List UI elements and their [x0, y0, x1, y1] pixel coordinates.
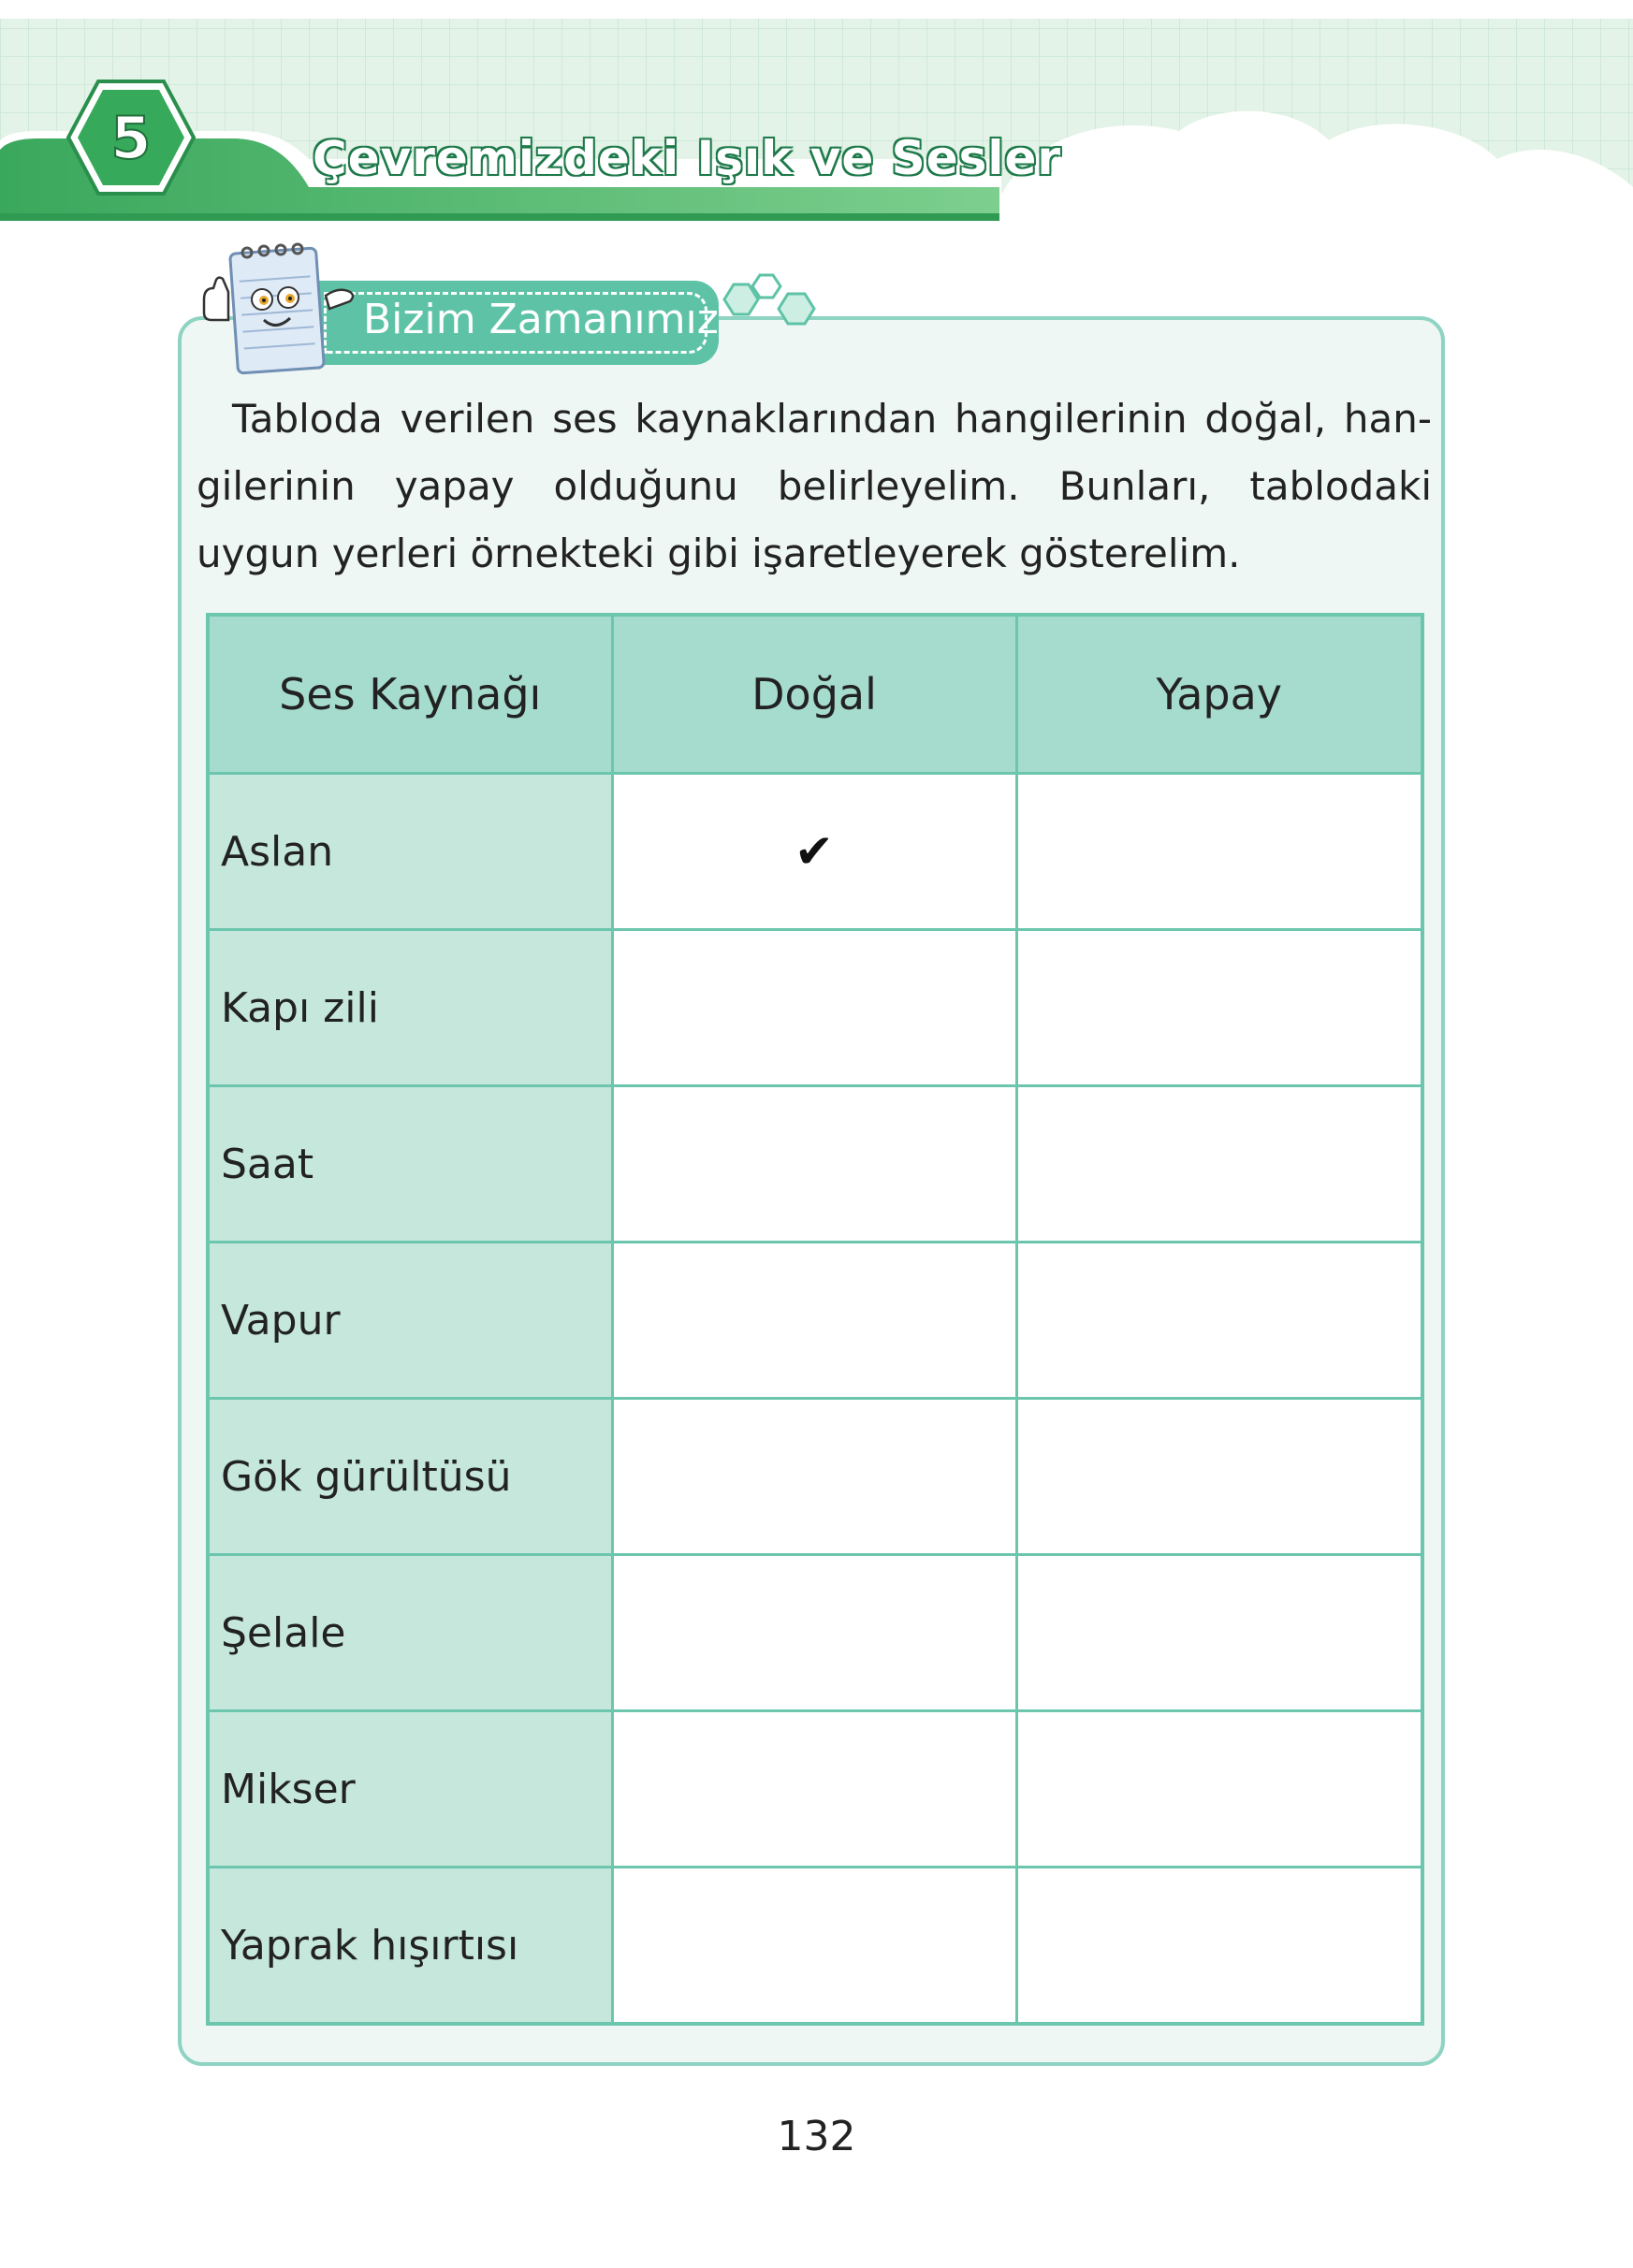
instructions-text: Tabloda verilen ses kaynaklarından hangilerinin doğal, han-gilerinin yapay olduğunu belirleyelim. Bunları, tablodaki uygun yerleri örnekteki gibi işaretleyerek gösterelim.: [197, 396, 1432, 576]
header-sound-source: Ses Kaynağı: [208, 615, 612, 774]
natural-check-cell[interactable]: [612, 1555, 1016, 1711]
header-divider: [0, 221, 1633, 223]
chapter-header: [0, 0, 1633, 221]
table-row: [208, 774, 1422, 930]
artificial-check-cell[interactable]: [1016, 1868, 1422, 2025]
source-cell: Kapı zili: [208, 930, 612, 1086]
source-cell: Gök gürültüsü: [208, 1399, 612, 1555]
source-cell: Yaprak hışırtısı: [208, 1868, 612, 2025]
table-row: [208, 1086, 1422, 1243]
artificial-check-cell[interactable]: [1016, 930, 1422, 1086]
table-row: [208, 1399, 1422, 1555]
section-title: Bizim Zamanımız: [363, 296, 719, 343]
header-natural: Doğal: [612, 615, 1016, 774]
artificial-check-cell[interactable]: [1016, 1086, 1422, 1243]
source-cell: Vapur: [208, 1243, 612, 1399]
artificial-check-cell[interactable]: [1016, 1399, 1422, 1555]
table-row: [208, 1711, 1422, 1868]
natural-check-cell[interactable]: [612, 1868, 1016, 2025]
source-cell: Aslan: [208, 774, 612, 930]
natural-check-cell[interactable]: ✔: [612, 774, 1016, 930]
source-cell: Mikser: [208, 1711, 612, 1868]
table-row: [208, 1555, 1422, 1711]
header-background: [0, 0, 1633, 221]
hexagon-decoration-icon: [711, 271, 833, 346]
source-cell: Şelale: [208, 1555, 612, 1711]
artificial-check-cell[interactable]: [1016, 774, 1422, 930]
chapter-number: 5: [110, 103, 152, 172]
table-row: [208, 1868, 1422, 2025]
natural-check-cell[interactable]: [612, 1711, 1016, 1868]
table-header-row: [208, 615, 1422, 774]
natural-check-cell[interactable]: [612, 1086, 1016, 1243]
artificial-check-cell[interactable]: [1016, 1711, 1422, 1868]
chapter-title: Çevremizdeki Işık ve Sesler: [313, 131, 1062, 185]
natural-check-cell[interactable]: [612, 1399, 1016, 1555]
table-row: [208, 1243, 1422, 1399]
page-number: 132: [777, 2113, 856, 2160]
sound-source-table: [206, 613, 1424, 2026]
natural-check-cell[interactable]: [612, 1243, 1016, 1399]
table-row: [208, 930, 1422, 1086]
header-artificial: Yapay: [1016, 615, 1422, 774]
artificial-check-cell[interactable]: [1016, 1555, 1422, 1711]
natural-check-cell[interactable]: [612, 930, 1016, 1086]
source-cell: Saat: [208, 1086, 612, 1243]
artificial-check-cell[interactable]: [1016, 1243, 1422, 1399]
notebook-mascot-icon: [185, 241, 372, 382]
